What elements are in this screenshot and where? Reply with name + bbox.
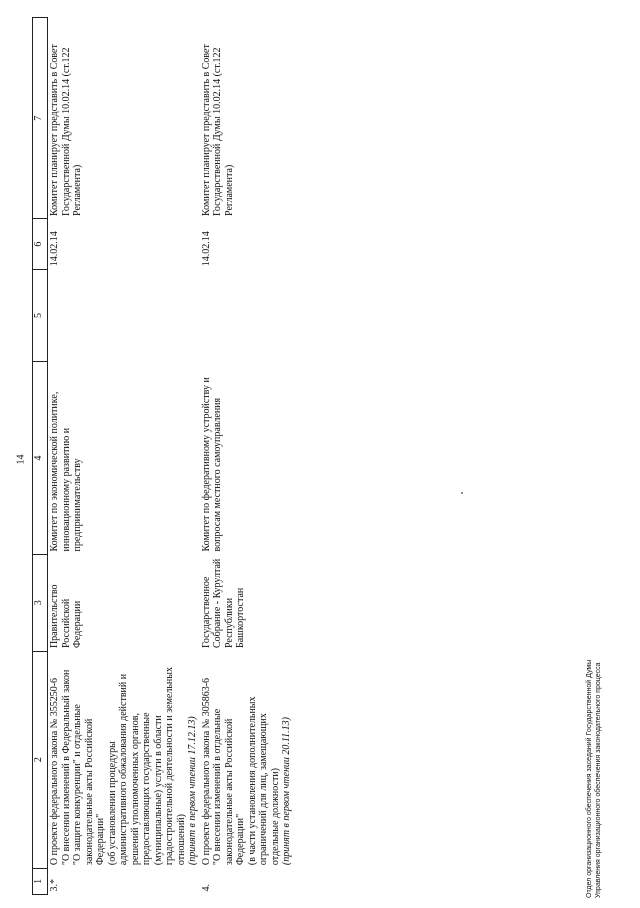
row-number: 4.: [200, 884, 212, 892]
bill-title-line: "О внесении изменений в Федеральный закон: [60, 669, 72, 866]
row-number: 3.*: [49, 879, 60, 892]
date: 14.02.14: [200, 231, 212, 267]
footer-line-1: Отдел организационного обеспечения заседаний Государственной Думы: [586, 659, 593, 898]
committee: Комитет по федеративному устройству и вопросам местного самоуправления: [200, 377, 223, 552]
bill-title-line: градостроительной деятельности и земельных: [164, 667, 175, 866]
col5-cell: [48, 269, 200, 362]
bill-title-line: "О защите конкуренции" и отдельные: [72, 704, 83, 866]
bill-title-line: отношений): [175, 814, 187, 866]
header-col-2: 2: [33, 651, 48, 868]
bills-table: [32, 17, 294, 895]
initiator: Государственное Собрание - Курултай Республики Башкортостан: [200, 558, 246, 649]
header-col-5: 5: [33, 269, 48, 362]
table-row: [48, 18, 200, 895]
bill-description: [48, 651, 200, 868]
initiator: Правительство Российской Федерации: [49, 584, 83, 649]
footer-line-2: Управления организационного обеспечения законодательного процесса: [595, 662, 602, 898]
bill-title-line: ограничений для лиц, замещающих: [258, 713, 269, 866]
plan: Комитет планирует представить в Совет Государственной Думы 10.02.14 (ст.122 Регламента): [49, 44, 83, 216]
bill-title-line: административного обжалования действий и: [118, 673, 129, 866]
reading-note: (принят в первом чтении 17.12.13): [187, 716, 198, 866]
bill-title-line: предоставляющих государственные: [141, 712, 152, 866]
table-header-row: [33, 18, 48, 895]
table-row: [200, 18, 294, 895]
committee: Комитет по экономической политике, инновационному развитию и предпринимательству: [49, 391, 83, 552]
bill-title-line: "О внесении изменений в отдельные: [212, 708, 223, 866]
header-col-3: 3: [33, 555, 48, 652]
header-col-1: 1: [33, 868, 48, 894]
bill-title-line: законодательные акты Российской: [83, 718, 95, 866]
header-col-6: 6: [33, 219, 48, 269]
bill-title-line: (об установлении процедуры: [106, 741, 118, 866]
bill-title-line: Федерации": [235, 813, 246, 866]
bill-title-line: О проекте федерального закона № 355250-6: [49, 677, 60, 866]
page-number: 14: [15, 454, 27, 465]
date: 14.02.14: [49, 231, 60, 267]
bill-description: [200, 651, 294, 868]
bill-title-line: О проекте федерального закона № 305863-6: [200, 677, 212, 866]
bill-title-line: (муниципальные) услуги в области: [152, 715, 164, 866]
plan: Комитет планирует представить в Совет Государственной Думы 10.02.14 (ст.122 Регламента): [200, 44, 235, 216]
bill-title-line: отдельные должности): [269, 767, 281, 866]
bill-title-line: (в части установления дополнительных: [246, 696, 258, 866]
header-col-7: 7: [33, 18, 48, 219]
bill-title-line: законодательные акты Российской: [223, 718, 235, 866]
footer: [585, 28, 602, 908]
bill-title-line: Федерации": [95, 813, 106, 866]
header-col-4: 4: [33, 362, 48, 555]
bill-title-line: решений уполномоченных органов,: [129, 713, 141, 866]
col5-cell: [200, 269, 294, 362]
reading-note: (принят в первом чтении 20.11.13): [281, 716, 292, 866]
